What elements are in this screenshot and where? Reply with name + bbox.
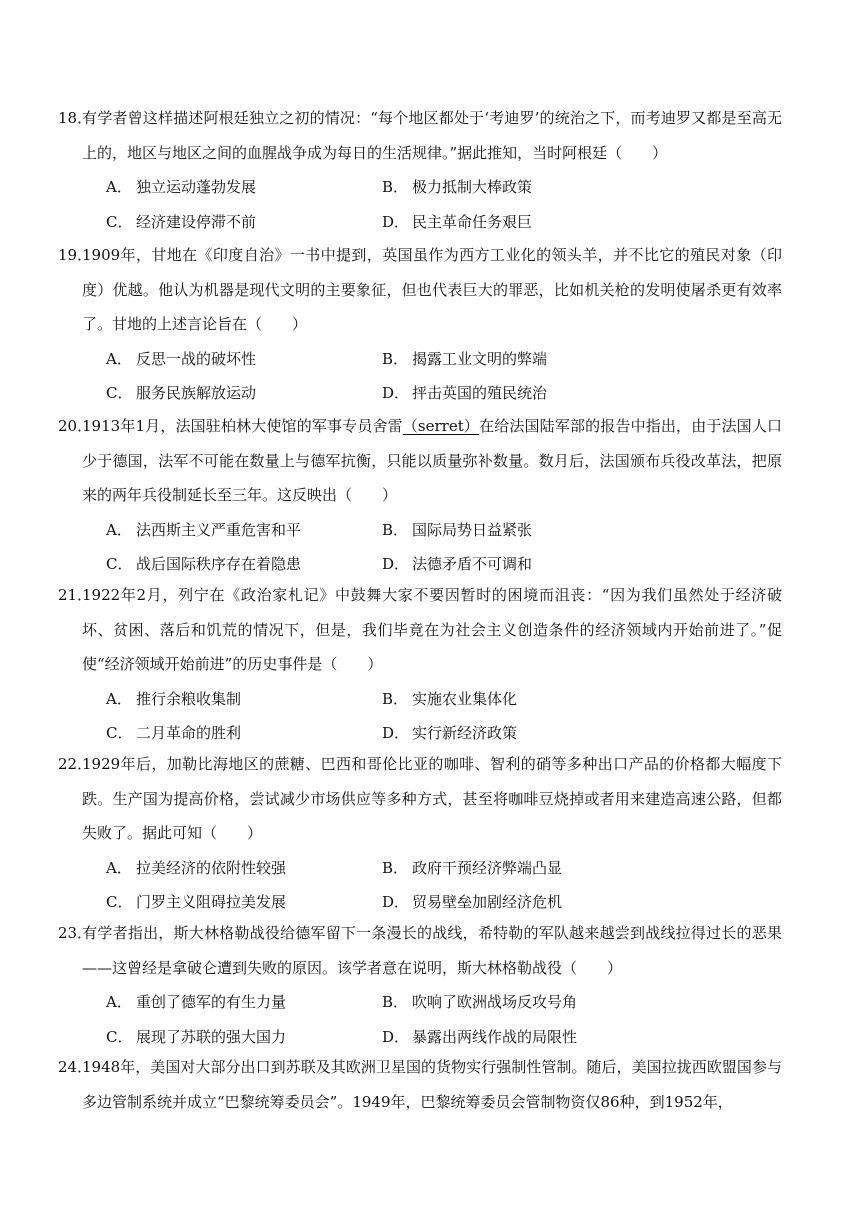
option-d[interactable]: D． 民主革命任务艰巨: [382, 212, 533, 231]
option-b[interactable]: B． 政府干预经济弊端凸显: [382, 858, 563, 877]
option-d[interactable]: D． 法德矛盾不可调和: [382, 555, 533, 573]
question-stem: 20．1913年1月，法国驻柏林大使馆的军事专员舍雷（serret）在给法国陆军部的报告中指出，由于法国人口少于德国，法军不可能在数量上与德军抗衡，只能以质量弥补数量。数月后，法国颁布兵役改革法，把原来的两年兵役制延长至三年。这反映出（ ）: [82, 409, 782, 513]
question-number: 19．: [58, 246, 93, 264]
question-number: 22．: [58, 755, 93, 773]
question-number: 21．: [58, 586, 93, 604]
question-22: [58, 747, 782, 920]
option-a[interactable]: A． 法西斯主义严重危害和平: [106, 520, 302, 539]
option-a[interactable]: A． 独立运动蓬勃发展: [106, 178, 257, 196]
options-row-cd: [82, 547, 782, 582]
question-20: [58, 409, 782, 582]
question-stem: 22．1929年后，加勒比海地区的蔗糖、巴西和哥伦比亚的咖啡、智利的硝等多种出口产品的价格都大幅度下跌。生产国为提高价格，尝试减少市场供应等多种方式，甚至将咖啡豆烧掉或者用来建造高速公路，但都失败了。据此可知（ ）: [82, 747, 782, 851]
question-18: [58, 101, 782, 239]
question-stem: 19．1909年，甘地在《印度自治》一书中提到，英国虽作为西方工业化的领头羊，并不比它的殖民对象（印度）优越。他认为机器是现代文明的主要象征，但也代表巨大的罪恶，比如机关枪的发明使屠杀更有效率了。甘地的上述言论旨在（ ）: [82, 238, 782, 342]
option-c[interactable]: C． 服务民族解放运动: [106, 384, 257, 402]
option-a[interactable]: A． 拉美经济的依附性较强: [106, 858, 287, 877]
question-stem: 18．有学者曾这样描述阿根廷独立之初的情况：“每个地区都处于‘考迪罗’的统治之下，而考迪罗又都是至高无上的，地区与地区之间的血腥战争成为每日的生活规律。”据此推知，当时阿根廷（ ）: [82, 101, 782, 170]
question-23: [58, 916, 782, 1054]
option-d[interactable]: D． 实行新经济政策: [382, 724, 518, 742]
option-c[interactable]: C． 二月革命的胜利: [106, 724, 242, 742]
options-row-ab: [82, 342, 782, 377]
question-stem: 23．有学者指出，斯大林格勒战役给德军留下一条漫长的战线，希特勒的军队越来越尝到战线拉得过长的恶果——这曾经是拿破仑遭到失败的原因。该学者意在说明，斯大林格勒战役（ ）: [82, 916, 782, 985]
options-row-ab: [82, 851, 782, 886]
options-row-ab: [82, 682, 782, 717]
option-b[interactable]: B． 吹响了欧洲战场反攻号角: [382, 993, 578, 1011]
options-row-cd: [82, 716, 782, 751]
underlined-name: （serret）: [402, 417, 480, 435]
options-row-ab: [82, 170, 782, 205]
option-a[interactable]: A． 重创了德军的有生力量: [106, 993, 287, 1011]
question-24: [58, 1050, 782, 1119]
option-d[interactable]: D． 暴露出两线作战的局限性: [382, 1027, 578, 1046]
options-row-ab: [82, 513, 782, 548]
question-number: 18．: [58, 109, 93, 127]
option-c[interactable]: C． 展现了苏联的强大国力: [106, 1027, 287, 1046]
options-row-cd: [82, 205, 782, 240]
option-c[interactable]: C． 经济建设停滞不前: [106, 212, 257, 231]
option-d[interactable]: D． 抨击英国的殖民统治: [382, 384, 548, 402]
option-c[interactable]: C． 门罗主义阻碍拉美发展: [106, 893, 287, 911]
question-number: 24．: [58, 1058, 93, 1076]
option-a[interactable]: A． 推行余粮收集制: [106, 689, 242, 708]
option-b[interactable]: B． 实施农业集体化: [382, 689, 518, 708]
options-row-cd: [82, 885, 782, 920]
question-number: 20．: [58, 417, 93, 435]
option-a[interactable]: A． 反思一战的破坏性: [106, 349, 257, 368]
option-d[interactable]: D． 贸易壁垒加剧经济危机: [382, 893, 563, 911]
question-19: [58, 238, 782, 411]
option-b[interactable]: B． 国际局势日益紧张: [382, 520, 533, 539]
question-stem: 21．1922年2月，列宁在《政治家札记》中鼓舞大家不要因暂时的困境而沮丧：“因为我们虽然处于经济破坏、贫困、落后和饥荒的情况下，但是，我们毕竟在为社会主义创造条件的经济领域内开始前进了。”促使“经济领域开始前进”的历史事件是（ ）: [82, 578, 782, 682]
option-c[interactable]: C． 战后国际秩序存在着隐患: [106, 555, 302, 573]
option-b[interactable]: B． 极力抵制大棒政策: [382, 178, 533, 196]
question-number: 23．: [58, 924, 93, 942]
option-b[interactable]: B． 揭露工业文明的弊端: [382, 349, 548, 368]
options-row-cd: [82, 376, 782, 411]
question-21: [58, 578, 782, 751]
options-row-ab: [82, 985, 782, 1020]
options-row-cd: [82, 1020, 782, 1055]
question-stem: 24．1948年，美国对大部分出口到苏联及其欧洲卫星国的货物实行强制性管制。随后，美国拉拢西欧盟国参与多边管制系统并成立“巴黎统筹委员会”。1949年，巴黎统筹委员会管制物资仅86种，到1952年，: [82, 1050, 782, 1119]
